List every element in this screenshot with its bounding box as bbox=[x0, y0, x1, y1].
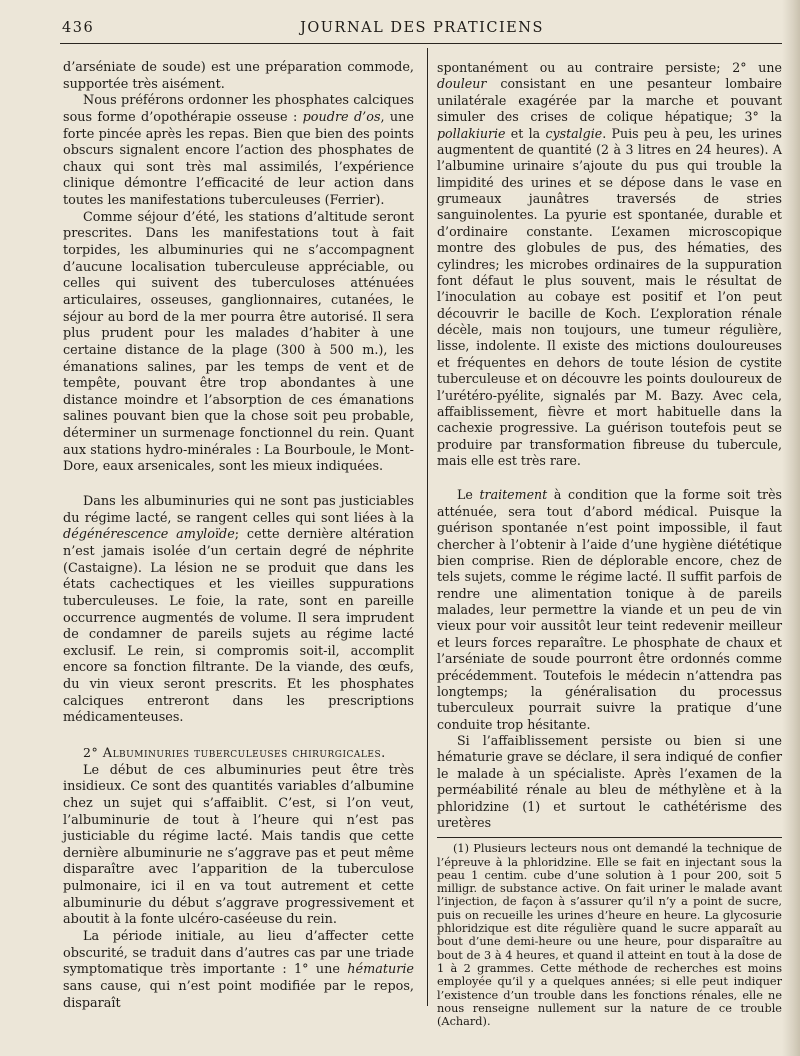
journal-title: JOURNAL DES PRATICIENS bbox=[300, 20, 544, 36]
paragraph: Nous préférons ordonner les phosphates calciques sous forme d’opothérapie osseuse : poudre d’os, une forte pincée après les repas. Bien que bien des points obscurs signalent encore l’action des phosphates de chaux qui sont très mal assimilés, l’expérience clinique démontre l’efficacité de leur action dans toutes les manifestations tuberculeuses (Ferrier). bbox=[63, 93, 414, 209]
paragraph: Le début de ces albuminuries peut être très insidieux. Ce sont des quantités variables d’albumine chez un sujet qui s’affaiblit. C’est, si l’on veut, l’albuminurie de tout à l’heure qui n’est pas justiciable du régime lacté. Mais tandis que cette dernière albuminurie ne s’aggrave pas et peut même disparaître avec l’apparition de la tuberculose pulmonaire, ici il en va tout autrement et cette albuminurie du début s’aggrave progressivement et aboutit à la fonte ulcéro-caséeuse du rein. bbox=[63, 762, 414, 928]
section-heading: 2° Albuminuries tuberculeuses chirurgicales. bbox=[83, 744, 386, 761]
left-column bbox=[63, 60, 414, 1012]
footnote: (1) Plusieurs lecteurs nous ont demandé la technique de l’épreuve à la phloridzine. Elle se fait en injectant sous la peau 1 centim. cube d’une solution à 1 pour 200, soit 5 milligr. de substance active. On fait uriner le malade avant l’injection, de façon à s’assurer qu’il n’y a point de sucre, puis on recueille les urines d’heure en heure. La glycosurie phloridzique est dite régulière quand le sucre apparaît au bout d’une demi-heure ou une heure, pour disparaître au bout de 3 à 4 heures, et quand il atteint en tout à la dose de 1 à 2 grammes. Cette méthode de recherches est moins employée qu’il y a quelques années; si elle peut indiquer l’existence d’un trouble dans les fonctions rénales, elle ne nous renseigne nullement sur la nature de ce trouble (Achard). bbox=[437, 842, 782, 1029]
right-column bbox=[437, 60, 782, 1028]
page-number: 436 bbox=[62, 20, 95, 36]
paragraph: Comme séjour d’été, les stations d’altitude seront prescrites. Dans les manifestations tout à fait torpides, les albuminuries qui ne s’accompagnent d’aucune localisation tuberculeuse appréciable, ou celles qui suivent des tuberculoses atténuées articulaires, osseuses, ganglionnaires, cutanées, le séjour au bord de la mer pourra être autorisé. Il sera plus prudent pour les malades d’habiter à une certaine distance de la plage (300 à 500 m.), les émanations salines, par les temps de vent et de tempête, pouvant être trop abondantes à une distance moindre et l’absorption de ces émanations salines pouvant bien que la chose soit peu probable, déterminer un surmenage fonctionnel du rein. Quant aux stations hydro-minérales : La Bourboule, le Mont-Dore, eaux arsenicales, sont les mieux indiquées. bbox=[63, 209, 414, 475]
paragraph: La période initiale, au lieu d’affecter cette obscurité, se traduit dans d’autres cas par une triade symptomatique très importante : 1° une hématurie sans cause, qui n’est point modifiée par le repos, disparaît bbox=[63, 929, 414, 1011]
paragraph: Dans les albuminuries qui ne sont pas justiciables du régime lacté, se rangent celles qui sont liées à la dégénérescence amyloïde; cette dernière altération n’est jamais isolée d’un certain degré de néphrite (Castaigne). La lésion ne se produit que dans les états cachectiques et les vieilles suppurations tuberculeuses. Le foie, la rate, sont en pareille occurrence augmentés de volume. Il sera imprudent de condamner de pareils sujets au régime lacté exclusif. Le rein, si compromis soit-il, accomplit encore sa fonction filtrante. De la viande, des œufs, du vin vieux seront prescrits. Et les phosphates calciques entreront dans les prescriptions médicamenteuses. bbox=[63, 494, 414, 726]
paragraph: Le traitement à condition que la forme soit très atténuée, sera tout d’abord médical. Puisque la guérison spontanée n’est point impossible, il faut chercher à l’obtenir à l’aide d’une hygiène diététique bien comprise. Rien de déplorable encore, chez de tels sujets, comme le régime lacté. Il suffit parfois de rendre une alimentation tonique à de pareils malades, leur permettre la viande et un peu de vin vieux pour voir aussitôt leur teint redevenir meilleur et leurs forces reparaître. Le phosphate de chaux et l’arséniate de soude pourront être ordonnés comme précédemment. Toutefois le médecin n’attendra pas longtemps; la généralisation du processus tuberculeux pourrait suivre la pratique d’une conduite trop hésitante. bbox=[437, 487, 782, 732]
footnote-rule bbox=[437, 837, 782, 838]
page-edge-shadow bbox=[782, 0, 800, 1056]
header-rule bbox=[60, 43, 782, 44]
paragraph: Si l’affaiblissement persiste ou bien si une hématurie grave se déclare, il sera indiqué de confier le malade à un spécialiste. Après l’examen de la perméabilité rénale au bleu de méthylène et à la phloridzine (1) et surtout le cathétérisme des uretères bbox=[437, 733, 782, 830]
running-header bbox=[62, 20, 782, 42]
column-divider bbox=[427, 48, 428, 1006]
paragraph: spontanément ou au contraire persiste; 2° une douleur consistant en une pesanteur lombaire unilatérale exagérée par la marche et pouvant simuler des crises de colique hépatique; 3° la pollakiurie et la cystalgie. Puis peu à peu, les urines augmentent de quantité (2 à 3 litres en 24 heures). A l’albumine urinaire s’ajoute du pus qui trouble la limpidité des urines et se dépose dans le vase en grumeaux jaunâtres traversés de stries sanguinolentes. La pyurie est spontanée, durable et d’ordinaire constante. L’examen microscopique montre des globules de pus, des hématies, des cylindres; les microbes ordinaires de la suppuration font défaut le plus souvent, mais le résultat de l’inoculation au cobaye est positif et l’on peut découvrir le bacille de Koch. L’exploration rénale décèle, mais non toujours, une tumeur régulière, lisse, indolente. Il existe des mictions douloureuses et fréquentes en dehors de toute lésion de cystite tuberculeuse et on découvre les points douloureux de l’urétéro-pyélite, signalés par M. Bazy. Avec cela, affaiblissement, fièvre et mort habituelle dans la cachexie progressive. La guérison toutefois peut se produire par transformation fibreuse du tubercule, mais elle est très rare. bbox=[437, 60, 782, 468]
paragraph: d’arséniate de soude) est une préparation commode, supportée très aisément. bbox=[63, 60, 414, 92]
